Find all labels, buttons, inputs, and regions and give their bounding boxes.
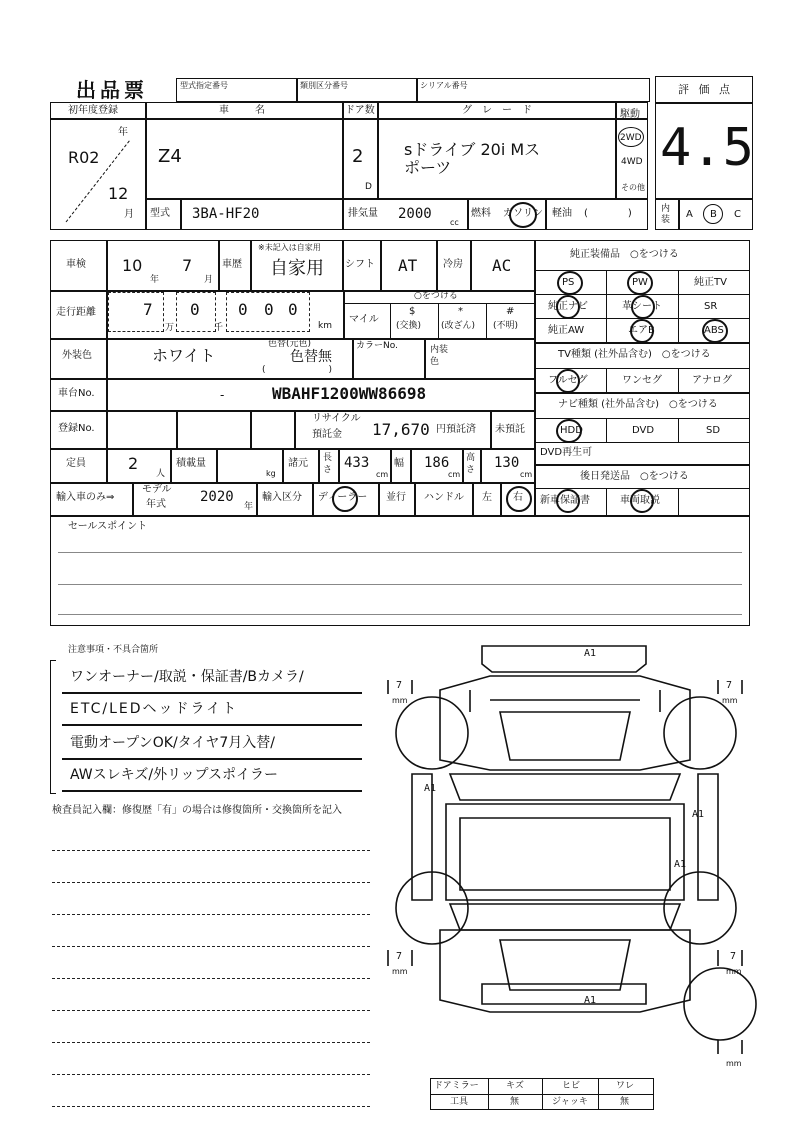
category-label: 類別区分番号: [300, 81, 348, 90]
mileage-opt-3-top: #: [506, 306, 515, 317]
oem-leather: 革シート: [622, 301, 662, 312]
door-unit: D: [365, 182, 372, 192]
inspection-year-unit: 年: [150, 275, 160, 285]
import-parallel: 並行: [386, 492, 406, 503]
inspection-year: 10: [122, 256, 143, 275]
damage-mark-front: A1: [584, 648, 597, 659]
tv-oneseg: ワンセグ: [622, 375, 662, 386]
displacement-label: 排気量: [348, 208, 378, 219]
mileage-digit-1: 7: [143, 300, 153, 319]
inspection-label: 車検: [66, 259, 86, 270]
tire-unit: mm: [722, 696, 738, 705]
color-change-label: 色替(元色): [268, 339, 312, 349]
first-reg-label: 初年度登録: [68, 105, 118, 116]
nav-hdd: HDD: [560, 425, 583, 436]
color-no-label: カラーNo.: [356, 341, 398, 351]
acc-tools-label: 工具: [450, 1097, 469, 1107]
drive-label: 駆動: [620, 109, 640, 120]
grade-label: グ レ ー ド: [462, 105, 532, 116]
doors-label: ドア数: [345, 105, 375, 116]
history-note: ※未記入は自家用: [258, 243, 321, 252]
recycle-unit: 円預託済: [436, 424, 476, 435]
first-reg-month: 12: [108, 184, 129, 203]
tire-unit: mm: [726, 1059, 742, 1068]
nav-dvd: DVD: [632, 425, 655, 436]
load-unit: kg: [266, 469, 276, 478]
score-value: 4.5: [660, 118, 754, 178]
mileage-unit-man: 万: [165, 323, 175, 333]
first-reg-month-unit: 月: [124, 209, 134, 220]
length-value: 433: [344, 455, 370, 471]
color-change-paren: ( ): [262, 365, 333, 375]
note-line-4: AWスレキズ/外リップスポイラー: [70, 767, 278, 783]
model-year-value: 2020: [200, 489, 234, 505]
height-unit: cm: [520, 470, 533, 479]
mileage-digit-3: 0: [238, 300, 248, 319]
chassis-dash: -: [220, 388, 225, 402]
capacity-label: 定員: [66, 458, 86, 469]
interior-score-b: B: [710, 209, 717, 220]
capacity-unit: 人: [156, 469, 166, 479]
length-label: 長さ: [323, 453, 333, 475]
nav-title: ナビ種類 (社外品含む) ○をつける: [558, 399, 718, 410]
tire-rear-left: 7: [396, 951, 403, 962]
damage-mark-left: A1: [424, 783, 437, 794]
model-label: 型式: [150, 208, 170, 219]
handle-label: ハンドル: [424, 492, 464, 503]
model-year-label-1: モデル: [142, 484, 172, 495]
mileage-label: 走行距離: [56, 307, 96, 318]
drive-other: その他: [621, 183, 645, 192]
drive-4wd: 4WD: [621, 157, 643, 167]
recycle-label-2: 預託金: [312, 429, 342, 440]
oem-sr: SR: [704, 301, 718, 312]
tv-analog: アナログ: [692, 375, 732, 386]
oem-tv: 純正TV: [694, 277, 727, 288]
mileage-opt-1-top: $: [409, 306, 416, 317]
mileage-digit-5: 0: [288, 300, 298, 319]
color-change-value: 色替無: [290, 349, 332, 365]
acc-header-crack: ヒビ: [562, 1081, 581, 1091]
model-value: 3BA-HF20: [192, 206, 260, 222]
tv-fullseg: フルセグ: [548, 375, 588, 386]
model-year-label-2: 年式: [146, 499, 166, 510]
car-name: Z4: [158, 146, 182, 167]
later-warranty: 新車保証書: [540, 495, 590, 506]
oem-aw: 純正AW: [548, 325, 585, 336]
mileage-opt-3-bottom: (不明): [493, 321, 519, 331]
tire-front-right: 7: [726, 680, 733, 691]
sheet-title: 出品票: [76, 78, 148, 102]
fuel-gasoline: ガソリン: [503, 208, 543, 219]
chassis-number: WBAHF1200WW86698: [272, 384, 427, 403]
handle-left: 左: [482, 492, 492, 503]
grade-line-2: ポーツ: [404, 158, 452, 177]
dims-label: 諸元: [288, 458, 308, 469]
oem-abs: ABS: [704, 325, 724, 336]
displacement-unit: cc: [450, 218, 459, 227]
mileage-opt-2-bottom: (改ざん): [441, 321, 476, 331]
length-unit: cm: [376, 470, 389, 479]
score-label: 評 価 点: [678, 83, 733, 96]
displacement-value: 2000: [398, 206, 432, 222]
type-designation-label: 型式指定番号: [180, 81, 228, 90]
interior-score-label: 内装: [661, 204, 671, 225]
mileage-opt-1-bottom: (交換): [396, 321, 422, 331]
chassis-label: 車台No.: [58, 388, 95, 399]
height-value: 130: [494, 455, 520, 471]
acc-tools-value: 無: [510, 1097, 520, 1107]
tire-rear-right: 7: [730, 951, 737, 962]
history-label: 車歴: [222, 259, 242, 270]
shift-value: AT: [398, 256, 418, 275]
recycle-label-1: リサイクル: [312, 413, 361, 424]
mileage-unit-sen: 千: [214, 323, 224, 333]
height-label: 高さ: [466, 453, 476, 475]
damage-mark-right: A1: [692, 809, 705, 820]
inspection-month-unit: 月: [204, 275, 214, 285]
import-label: 輸入車のみ⇒: [56, 492, 115, 503]
nav-sd: SD: [706, 425, 721, 436]
oem-ps: PS: [562, 277, 575, 288]
later-title: 後日発送品 ○をつける: [580, 471, 689, 482]
mileage-circle-note: ○をつける: [414, 291, 458, 301]
mileage-mile: マイル: [349, 314, 379, 325]
note-line-2: ETC/LEDヘッドライト: [70, 701, 239, 717]
capacity-value: 2: [128, 454, 139, 473]
serial-label: シリアル番号: [420, 81, 468, 90]
width-unit: cm: [448, 470, 461, 479]
oem-title: 純正装備品 ○をつける: [570, 249, 679, 260]
oem-pw: PW: [632, 277, 648, 288]
inspection-month: 7: [182, 256, 193, 275]
shift-label: シフト: [345, 259, 375, 270]
import-dealer: ディーラー: [318, 492, 368, 503]
oem-navi: 純正ナビ: [548, 301, 588, 312]
model-year-unit: 年: [244, 502, 254, 512]
exterior-color-label: 外装色: [62, 350, 92, 361]
door-count: 2: [352, 146, 364, 167]
acc-header-break: ワレ: [616, 1081, 635, 1091]
note-line-1: ワンオーナー/取説・保証書/Bカメラ/: [70, 669, 304, 685]
handle-right: 右: [513, 492, 523, 503]
note-line-3: 電動オープンOK/タイヤ7月入替/: [70, 735, 276, 751]
mileage-digit-4: 0: [264, 300, 274, 319]
later-manual: 車両取説: [620, 495, 660, 506]
tire-unit: mm: [726, 967, 742, 976]
recycle-amount: 17,670: [372, 420, 430, 439]
tire-unit: mm: [392, 696, 408, 705]
first-reg-year: R02: [68, 148, 100, 167]
recycle-not-deposited: 未預託: [495, 424, 525, 435]
width-label: 幅: [394, 458, 404, 469]
interior-score-a: A: [686, 209, 693, 220]
damage-mark-rear: A1: [584, 995, 597, 1006]
inspector-label: 検査員記入欄：修復歴「有」の場合は修復箇所・交換箇所を記入: [52, 805, 342, 816]
load-label: 積載量: [176, 458, 206, 469]
acc-header-mirror: ドアミラー: [434, 1081, 479, 1091]
grade-line-1: sドライブ 20i Mス: [404, 140, 541, 159]
notes-label: 注意事項・不具合箇所: [68, 645, 159, 655]
ac-label: 冷房: [443, 259, 463, 270]
sales-point-label: セールスポイント: [68, 521, 148, 532]
dvd-playback: DVD再生可: [540, 447, 593, 458]
import-type-label: 輸入区分: [262, 492, 302, 503]
fuel-other: ( ): [584, 208, 632, 219]
interior-score-c: C: [734, 209, 741, 220]
exterior-color-value: ホワイト: [152, 346, 216, 365]
mileage-unit-km: km: [318, 321, 332, 331]
fuel-light-oil: 軽油: [552, 208, 572, 219]
oem-airbag: エアB: [628, 325, 655, 336]
drive-2wd: 2WD: [620, 133, 642, 143]
interior-color-label: 内装色: [430, 345, 449, 367]
damage-mark-right-lower: A1: [674, 859, 687, 870]
mileage-digit-2: 0: [190, 300, 200, 319]
acc-header-scratch: キズ: [506, 1081, 524, 1091]
tire-unit: mm: [392, 967, 408, 976]
mileage-opt-2-top: *: [458, 306, 463, 317]
fuel-label: 燃料: [471, 208, 491, 219]
acc-jack-label: ジャッキ: [552, 1097, 588, 1107]
registration-label: 登録No.: [58, 423, 95, 434]
first-reg-year-unit: 年: [118, 127, 128, 138]
name-label: 車 名: [219, 105, 267, 116]
ac-value: AC: [492, 256, 512, 275]
history-value: 自家用: [270, 258, 324, 279]
width-value: 186: [424, 455, 450, 471]
acc-jack-value: 無: [620, 1097, 630, 1107]
tire-front-left: 7: [396, 680, 403, 691]
tv-title: TV種類 (社外品含む) ○をつける: [558, 349, 711, 360]
